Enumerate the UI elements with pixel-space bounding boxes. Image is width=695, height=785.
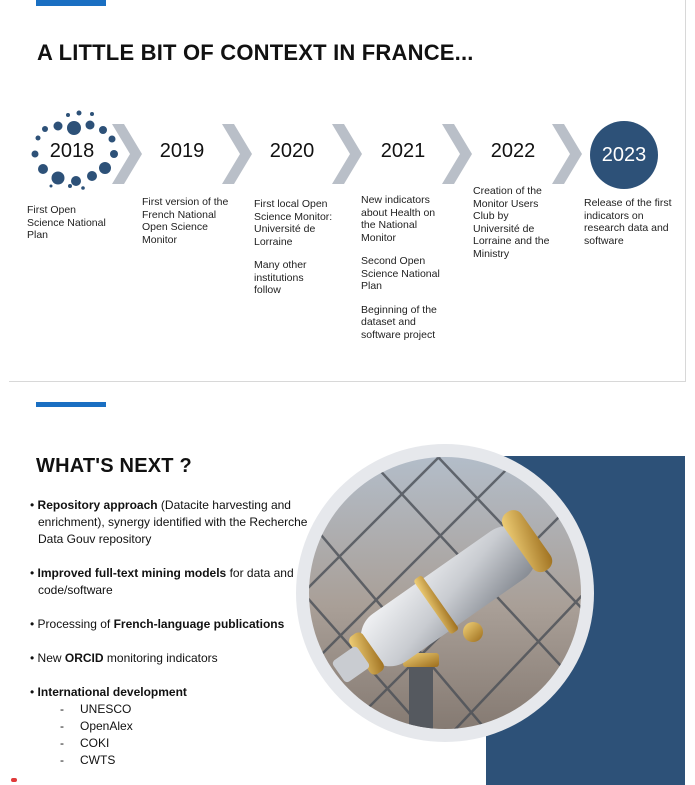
bullet-bold: French-language publications	[113, 617, 285, 631]
timeline-note: First local Open Science Monitor: Université de Lorraine	[254, 198, 333, 248]
dash: -	[60, 702, 64, 716]
timeline-note: Creation of the Monitor Users Club by Université de Lorraine and the Ministry	[473, 185, 550, 260]
year-2022: 2022	[490, 140, 536, 162]
bullet-text: New	[37, 651, 65, 665]
list-item: • International development - UNESCO - OpenAlex - COKI - CWTS	[30, 684, 310, 769]
chevron-right-icon	[442, 124, 472, 184]
accent-bar	[36, 0, 106, 6]
red-mark	[11, 778, 17, 782]
slide-title: WHAT'S NEXT ?	[36, 455, 192, 477]
bullet-text: Processing of	[37, 617, 114, 631]
slide-title: A LITTLE BIT OF CONTEXT IN FRANCE...	[37, 40, 474, 65]
bullet-list	[30, 497, 310, 769]
sub-list	[38, 701, 310, 769]
context-slide	[9, 0, 686, 382]
chevron-right-icon	[222, 124, 252, 184]
list-item: • Processing of French-language publications	[30, 617, 285, 631]
year-2018: 2018	[49, 140, 95, 162]
year-2020: 2020	[269, 140, 315, 162]
whats-next-slide	[9, 398, 685, 785]
timeline-note: First Open Science National Plan	[27, 204, 106, 241]
timeline-text-2018	[27, 204, 115, 253]
timeline-note: Many other institutions follow	[254, 259, 307, 296]
bullet-text: (Datacite harvesting and enrichment), synergy identified with the Recherche Data Gouv repository	[38, 498, 308, 546]
timeline-note: Second Open Science National Plan	[361, 255, 440, 292]
timeline-text-2021	[361, 194, 451, 352]
bullet-bold: Repository approach	[37, 498, 158, 512]
chevron-right-icon	[112, 124, 142, 184]
sub-list-item: - UNESCO	[60, 702, 132, 716]
year-2021: 2021	[380, 140, 426, 162]
bullet-bold: ORCID	[64, 651, 104, 665]
timeline-text-2019	[142, 196, 232, 257]
year-2023: 2023	[601, 143, 647, 166]
dash: -	[60, 753, 64, 767]
bullet-text: for data and code/software	[38, 566, 294, 597]
chevron-right-icon	[552, 124, 582, 184]
sub-list-item: - OpenAlex	[60, 719, 133, 733]
list-item: • Improved full-text mining models for data and code/software	[30, 566, 294, 597]
timeline-text-2023	[584, 197, 672, 258]
sub-list-item: - COKI	[60, 736, 110, 750]
dash: -	[60, 736, 64, 750]
bullet-bold: Improved full-text mining models	[37, 566, 227, 580]
timeline-text-2022	[473, 185, 558, 271]
year-2019: 2019	[159, 140, 205, 162]
telescope-photo	[309, 457, 581, 729]
bullet-bold: International development	[37, 685, 187, 699]
chevron-right-icon	[332, 124, 362, 184]
dash: -	[60, 719, 64, 733]
timeline-note: New indicators about Health on the National Monitor	[361, 194, 436, 244]
timeline-note: First version of the French National Open Science Monitor	[142, 196, 229, 246]
accent-bar	[36, 402, 106, 407]
sub-list-item: - CWTS	[60, 753, 116, 767]
year-2023-circle	[590, 121, 658, 189]
bullet-text: monitoring indicators	[103, 651, 218, 665]
list-item: • New ORCID monitoring indicators	[30, 651, 218, 665]
timeline-note: Release of the first indicators on research data and software	[584, 197, 672, 247]
timeline-text-2020	[254, 198, 339, 308]
list-item: • Repository approach (Datacite harvesting and enrichment), synergy identified with the Recherche Data Gouv repository	[30, 498, 308, 546]
timeline-note: Beginning of the dataset and software project	[361, 303, 437, 341]
